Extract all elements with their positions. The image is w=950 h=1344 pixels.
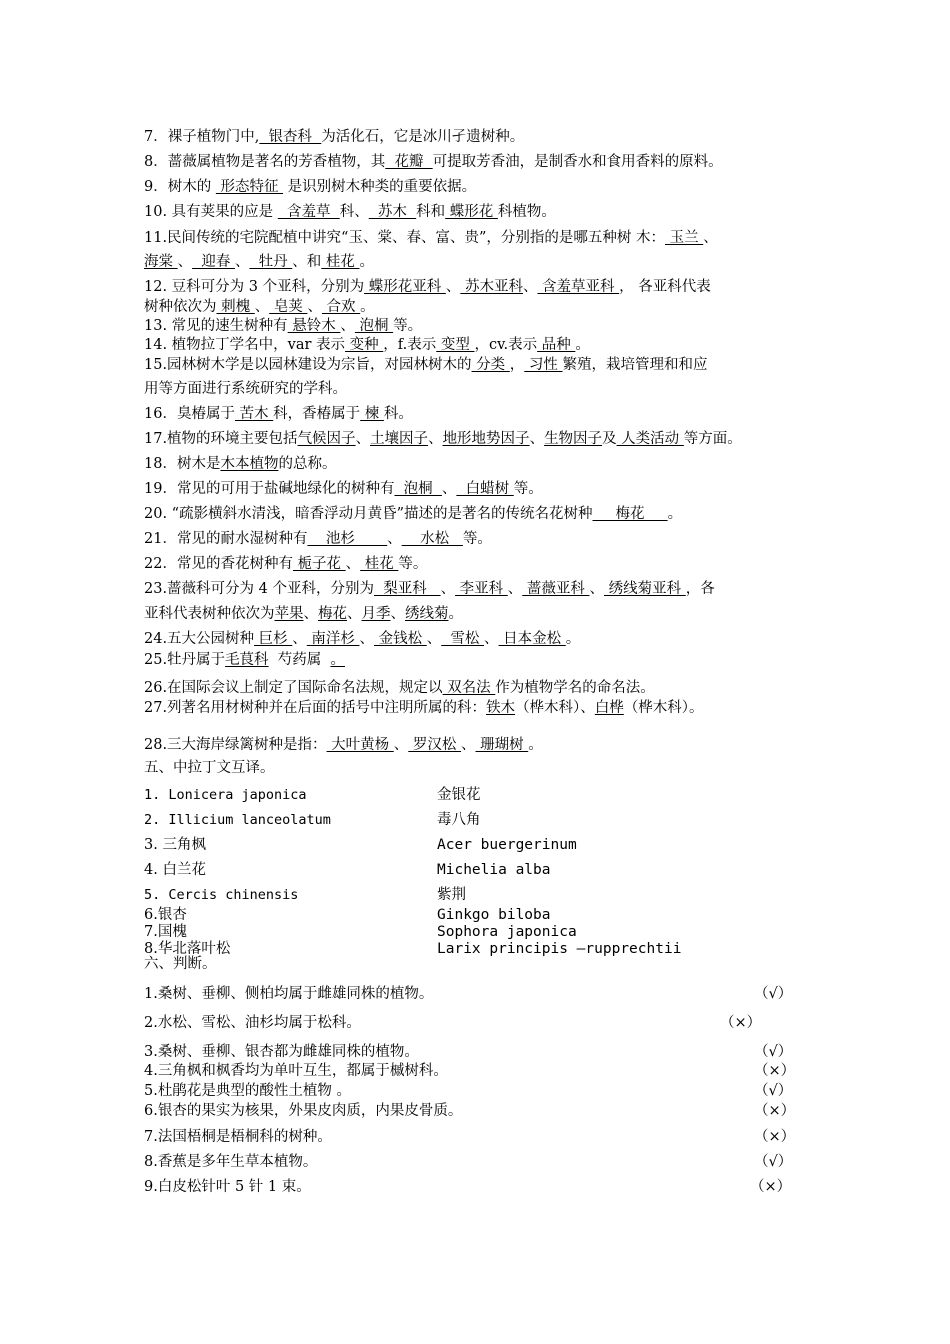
question-line: [144, 630, 580, 648]
answer-text: 苦木: [234, 406, 274, 422]
question-line: [144, 153, 723, 171]
translation-answer: Acer buergerinum: [437, 837, 577, 853]
question-text: 、: [703, 230, 718, 246]
question-text: 9．树木的: [144, 179, 216, 195]
question-text: 20. “疏影横斜水清浅，暗香浮动月黄昏”描述的是著名的传统名花树种: [144, 506, 593, 522]
question-text: 24.五大公园树种: [144, 631, 255, 647]
question-text: ，f.表示: [383, 337, 437, 353]
answer-text: 巨杉: [254, 631, 293, 647]
question-line: [144, 555, 427, 573]
translation-answer: Sophora japonica: [437, 924, 577, 940]
question-text: 、: [441, 481, 457, 497]
question-text: （桦木科）。: [623, 700, 704, 716]
question-text: 芍药属: [268, 652, 331, 668]
translation-source: 1. Lonicera japonica: [144, 787, 307, 803]
question-text: 、: [340, 318, 355, 334]
question-text: 26.在国际会议上制定了国际命名法规，规定以: [144, 680, 443, 696]
judgement-answer: （√）: [754, 1083, 793, 1099]
question-text: 及: [602, 431, 617, 447]
question-text: 。: [359, 254, 374, 270]
answer-text: 苹果: [274, 606, 304, 622]
translation-source: 7.国槐: [144, 924, 187, 940]
question-text: 科。: [383, 406, 413, 422]
answer-text: 泡桐: [394, 481, 442, 497]
question-text: 22．常见的香花树种有: [144, 556, 293, 572]
answer-text: 南洋杉: [306, 631, 360, 647]
question-text: 、: [426, 631, 442, 647]
question-text: 、: [234, 254, 250, 270]
answer-text: 大叶黄杨: [326, 737, 394, 753]
judgement-answer: （√）: [754, 1154, 793, 1170]
answer-text: 刺槐: [216, 299, 255, 315]
question-text: 、: [254, 299, 270, 315]
answer-text: 珊瑚树: [475, 737, 529, 753]
question-text: 18．树木是: [144, 456, 221, 472]
question-text: 。: [575, 337, 590, 353]
answer-text: 梨亚科: [374, 581, 441, 597]
answer-text: 变种: [345, 337, 384, 353]
question-text: 、: [355, 431, 371, 447]
answer-text: 地形地势因子: [442, 431, 530, 447]
question-text: ，: [509, 357, 525, 373]
question-text: 27.列著名用材树种并在后面的括号中注明所属的科：: [144, 700, 487, 716]
question-text: 作为植物学名的命名法。: [495, 680, 655, 696]
question-text: 的总称。: [278, 456, 337, 472]
answer-text: 含羞草亚科: [537, 279, 620, 295]
question-line: [144, 278, 711, 296]
question-text: 、: [529, 431, 545, 447]
question-text: 。: [565, 631, 581, 647]
question-text: 等。: [393, 318, 423, 334]
question-text: 21．常见的耐水湿树种有: [144, 531, 308, 547]
question-text: 、: [292, 631, 307, 647]
judgement-statement: 4.三角枫和枫香均为单叶互生，都属于槭树科。: [144, 1063, 448, 1079]
question-line: [144, 679, 655, 697]
question-text: 繁殖，栽培管理和和应: [562, 357, 708, 373]
translation-answer: 紫荆: [437, 887, 466, 903]
question-line: [144, 128, 524, 146]
question-line: [144, 317, 422, 335]
translation-source: 8.华北落叶松: [144, 941, 231, 957]
question-text: 16．臭椿属于: [144, 406, 235, 422]
question-text: 、: [522, 279, 538, 295]
question-line: [144, 580, 715, 598]
judgement-answer: （×）: [720, 1015, 762, 1031]
question-text: 。: [448, 606, 463, 622]
answer-text: 白蜡树: [456, 481, 514, 497]
answer-text: 气候因子: [297, 431, 356, 447]
question-text: 用等方面进行系统研究的学科。: [144, 381, 347, 397]
translation-source: 6.银杏: [144, 907, 187, 923]
answer-text: 迎春: [192, 254, 235, 270]
question-text: 等方面。: [683, 431, 742, 447]
answer-text: 蝶形花: [445, 204, 498, 220]
question-text: 、: [390, 606, 405, 622]
question-text: 12. 豆科可分为 3 个亚科，分别为: [144, 279, 365, 295]
question-text: 10. 具有荚果的应是: [144, 204, 278, 220]
question-text: 、: [507, 581, 523, 597]
question-text: 、: [177, 254, 193, 270]
translation-answer: Michelia alba: [437, 862, 551, 878]
question-line: [144, 480, 543, 498]
answer-text: 桂花: [321, 254, 360, 270]
question-text: 、: [440, 581, 456, 597]
question-line: [144, 253, 374, 271]
question-text: 。: [528, 737, 543, 753]
question-text: 、: [359, 631, 374, 647]
question-text: 亚科代表树种依次为: [144, 606, 275, 622]
question-line: [144, 203, 556, 221]
answer-text: 金钱松: [374, 631, 427, 647]
answer-text: 苏木亚科: [460, 279, 523, 295]
judgement-answer: （×）: [750, 1179, 792, 1195]
answer-text: 品种: [537, 337, 576, 353]
answer-text: 悬铃木: [287, 318, 341, 334]
question-text: 14. 植物拉丁学名中，var 表示: [144, 337, 346, 353]
answer-text: 蔷薇亚科: [522, 581, 590, 597]
question-text: ，cv.表示: [474, 337, 538, 353]
question-line: [144, 405, 413, 423]
answer-text: 双名法: [442, 680, 496, 696]
section-5-title: 五、中拉丁文互译。: [144, 760, 275, 776]
judgement-statement: 6.银杏的果实为核果，外果皮肉质，内果皮骨质。: [144, 1103, 463, 1119]
answer-text: 栀子花: [292, 556, 346, 572]
judgement-answer: （×）: [754, 1103, 796, 1119]
question-line: [144, 380, 347, 398]
question-text: 等。: [462, 531, 492, 547]
question-text: 、: [387, 531, 402, 547]
answer-text: 梅花: [592, 506, 668, 522]
question-text: 、: [345, 556, 361, 572]
answer-text: 李亚科: [455, 581, 508, 597]
judgement-statement: 1.桑树、垂柳、侧柏均属于雌雄同株的植物。: [144, 986, 434, 1002]
question-text: 科、: [339, 204, 369, 220]
answer-text: 牡丹: [249, 254, 293, 270]
question-text: 13. 常见的速生树种有: [144, 318, 288, 334]
answer-text: 土壤因子: [370, 431, 429, 447]
question-text: 等。: [513, 481, 543, 497]
question-text: 、: [461, 737, 476, 753]
question-text: 、: [589, 581, 604, 597]
question-text: 、: [484, 631, 499, 647]
answer-text: 变型: [436, 337, 475, 353]
question-text: 25.牡丹属于: [144, 652, 226, 668]
answer-text: 月季: [361, 606, 391, 622]
judgement-statement: 8.香蕉是多年生草本植物。: [144, 1154, 318, 1170]
judgement-answer: （×）: [754, 1063, 796, 1079]
judgement-answer: （√）: [754, 986, 793, 1002]
answer-text: 泡桐: [354, 318, 394, 334]
question-text: 7．裸子植物门中,: [144, 129, 260, 145]
question-line: [144, 530, 492, 548]
answer-text: 生物因子: [544, 431, 603, 447]
answer-text: 绣线菊: [405, 606, 449, 622]
question-line: [144, 605, 463, 623]
answer-text: 罗汉松: [408, 737, 461, 753]
answer-text: 雪松: [441, 631, 485, 647]
question-text: 是识别树木种类的重要依据。: [283, 179, 477, 195]
question-line: [144, 736, 543, 754]
question-text: 科和: [416, 204, 446, 220]
question-line: [144, 699, 704, 717]
answer-text: 皂荚: [269, 299, 308, 315]
question-text: 。: [667, 506, 683, 522]
question-line: [144, 356, 708, 374]
translation-answer: 金银花: [437, 787, 481, 803]
question-text: 、和: [292, 254, 322, 270]
question-text: 。: [360, 299, 375, 315]
question-text: 树种依次为: [144, 299, 217, 315]
judgement-statement: 9.白皮松针叶 5 针 1 束。: [144, 1179, 311, 1195]
judgement-statement: 5.杜鹃花是典型的酸性土植物 。: [144, 1083, 351, 1099]
question-text: 、: [307, 299, 322, 315]
question-text: 、: [428, 431, 443, 447]
translation-source: 5. Cercis chinensis: [144, 887, 299, 903]
answer-text: 人类活动: [616, 431, 684, 447]
answer-text: 白桦: [594, 700, 624, 716]
question-text: 8．蔷薇属植物是著名的芳香植物，其: [144, 154, 386, 170]
question-text: 可提取芳香油，是制香水和食用香料的原料。: [432, 154, 723, 170]
answer-text: 形态特征: [215, 179, 284, 195]
question-text: 、: [393, 737, 409, 753]
answer-text: 玉兰: [665, 230, 704, 246]
question-text: 、: [303, 606, 318, 622]
question-text: 等。: [398, 556, 428, 572]
judgement-statement: 2.水松、雪松、油杉均属于松科。: [144, 1015, 361, 1031]
question-text: 23.蔷薇科可分为 4 个亚科，分别为: [144, 581, 375, 597]
question-line: [144, 298, 375, 316]
judgement-answer: （×）: [754, 1129, 796, 1145]
question-text: 为活化石，它是冰川孑遗树种。: [321, 129, 525, 145]
question-text: 17.植物的环境主要包括: [144, 431, 298, 447]
answer-text: 楝: [360, 406, 384, 422]
question-line: [144, 505, 682, 523]
question-line: [144, 651, 345, 669]
translation-answer: Larix principis –rupprechtii: [437, 941, 682, 957]
answer-text: 银杏科: [259, 129, 322, 145]
answer-text: 蝶形花亚科: [364, 279, 446, 295]
translation-answer: 毒八角: [437, 812, 481, 828]
question-line: [144, 178, 476, 196]
question-line: [144, 229, 718, 247]
judgement-statement: 7.法国梧桐是梧桐科的树种。: [144, 1129, 332, 1145]
answer-text: 合欢: [321, 299, 361, 315]
answer-text: 梅花: [318, 606, 347, 622]
answer-text: 海棠: [144, 254, 178, 270]
answer-text: 分类: [471, 357, 510, 373]
answer-text: 含羞草: [277, 204, 340, 220]
question-text: 15.园林树木学是以园林建设为宗旨，对园林树木的: [144, 357, 472, 373]
question-text: 19．常见的可用于盐碱地绿化的树种有: [144, 481, 395, 497]
question-line: [144, 455, 336, 473]
section-6-title: 六、判断。: [144, 956, 217, 972]
answer-text: 铁木: [486, 700, 516, 716]
answer-text: 桂花: [360, 556, 399, 572]
answer-text: 习性: [524, 357, 563, 373]
question-text: 11.民间传统的宅院配植中讲究“玉、棠、春、富、贵”，分别指的是哪五种树 木：: [144, 230, 665, 246]
judgement-statement: 3.桑树、垂柳、银杏都为雌雄同株的植物。: [144, 1044, 419, 1060]
answer-text: 木本植物: [220, 456, 279, 472]
answer-text: 日本金松: [498, 631, 566, 647]
translation-answer: Ginkgo biloba: [437, 907, 551, 923]
question-text: ，各: [685, 581, 715, 597]
translation-source: 3. 三角枫: [144, 837, 206, 853]
answer-text: 。: [330, 652, 345, 668]
question-text: （桦木科）、: [515, 700, 595, 716]
question-text: 科植物。: [497, 204, 556, 220]
question-text: ， 各亚科代表: [619, 279, 711, 295]
judgement-answer: （√）: [754, 1044, 793, 1060]
answer-text: 池杉: [307, 531, 388, 547]
question-text: 、: [347, 606, 362, 622]
answer-text: 绣线菊亚科: [604, 581, 686, 597]
question-text: 28.三大海岸绿篱树种是指：: [144, 737, 327, 753]
question-text: 科，香椿属于: [273, 406, 361, 422]
question-line: [144, 336, 590, 354]
answer-text: 水松: [401, 531, 463, 547]
answer-text: 花瓣: [385, 154, 433, 170]
translation-source: 4. 白兰花: [144, 862, 206, 878]
translation-source: 2. Illicium lanceolatum: [144, 812, 331, 828]
answer-text: 苏木: [368, 204, 417, 220]
question-line: [144, 430, 742, 448]
question-text: 、: [445, 279, 461, 295]
answer-text: 毛茛科: [225, 652, 269, 668]
